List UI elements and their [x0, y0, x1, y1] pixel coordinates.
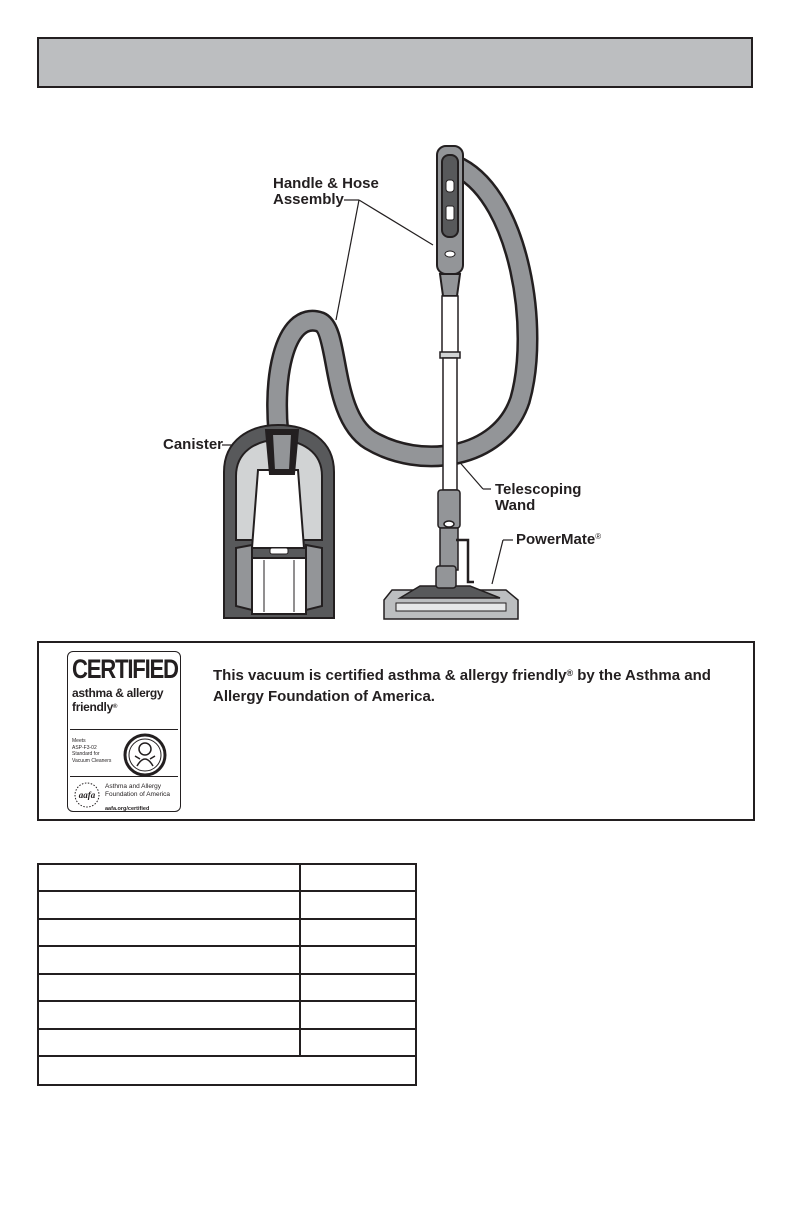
badge-meets-standard: Meets ASP-F3-02 Standard for Vacuum Cleaners	[72, 738, 112, 764]
table-cell	[38, 919, 300, 946]
table-cell	[300, 974, 416, 1001]
label-handle-hose-assembly: Handle & Hose Assembly	[273, 175, 379, 208]
table-row	[38, 891, 416, 918]
table-row	[38, 864, 416, 891]
table-cell	[300, 891, 416, 918]
badge-registered-mark: ®	[112, 704, 118, 710]
table-row	[38, 1001, 416, 1028]
table-cell	[38, 1029, 300, 1056]
badge-title: CERTIFIED	[72, 654, 178, 684]
certification-statement	[213, 665, 743, 707]
table-cell	[38, 1001, 300, 1028]
powermate-label-text: PowerMate	[516, 531, 596, 548]
label-powermate	[516, 532, 601, 548]
certification-statement-part1: This vacuum is certified asthma & allergy friendly	[213, 667, 567, 684]
spec-table	[37, 863, 417, 1086]
baby-icon	[122, 732, 168, 778]
table-cell	[38, 864, 300, 891]
badge-divider-bottom	[70, 776, 178, 777]
table-row	[38, 974, 416, 1001]
label-telescoping-wand: Telescoping Wand	[495, 481, 582, 514]
certification-box	[37, 641, 755, 821]
table-row	[38, 1029, 416, 1056]
table-cell	[300, 919, 416, 946]
handle	[437, 146, 463, 296]
table-cell	[38, 974, 300, 1001]
badge-divider	[70, 729, 178, 730]
badge-subtitle	[72, 686, 163, 714]
table-cell	[300, 946, 416, 973]
table-cell	[300, 1029, 416, 1056]
badge-subtitle-line2: friendly	[72, 700, 113, 714]
table-cell	[300, 864, 416, 891]
badge-organization: Asthma and Allergy Foundation of America	[105, 783, 171, 798]
aafa-logo-text: aafa	[78, 790, 96, 800]
table-row	[38, 919, 416, 946]
certified-badge	[67, 651, 181, 812]
aafa-logo-icon	[72, 781, 102, 809]
powermate-nozzle	[384, 566, 518, 619]
table-footer-cell	[38, 1056, 416, 1085]
badge-subtitle-line1: asthma & allergy	[72, 686, 164, 700]
label-canister: Canister	[163, 436, 224, 453]
table-footer-row	[38, 1056, 416, 1085]
statement-registered-mark: ®	[566, 668, 574, 678]
certification-statement-part2: by the Asthma and Allergy Foundation of America.	[213, 667, 711, 705]
table-cell	[38, 946, 300, 973]
table-cell	[38, 891, 300, 918]
canister	[224, 425, 334, 618]
table-row	[38, 946, 416, 973]
badge-url: aafa.org/certified	[105, 806, 150, 812]
table-cell	[300, 1001, 416, 1028]
registered-mark: ®	[595, 532, 602, 541]
